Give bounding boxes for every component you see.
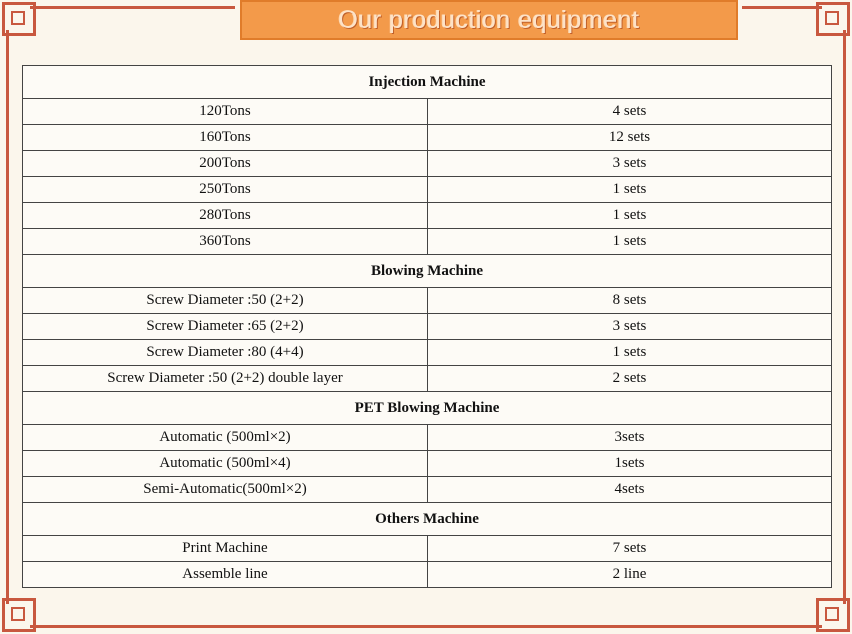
quantity-cell: 1 sets [428,177,832,203]
equipment-name-cell: Assemble line [23,562,428,588]
table-row [23,366,832,392]
section-title: Blowing Machine [23,255,832,288]
corner-ornament-top-left [2,2,36,36]
equipment-name-cell: 360Tons [23,229,428,255]
quantity-cell: 4 sets [428,99,832,125]
equipment-name-cell: Semi-Automatic(500ml×2) [23,477,428,503]
equipment-name-cell: 200Tons [23,151,428,177]
table-row [23,125,832,151]
equipment-name-cell: Print Machine [23,536,428,562]
table-row [23,477,832,503]
quantity-cell: 12 sets [428,125,832,151]
table-row [23,151,832,177]
quantity-cell: 1sets [428,451,832,477]
equipment-table [22,65,832,588]
table-row [23,562,832,588]
table-row [23,203,832,229]
quantity-cell: 1 sets [428,340,832,366]
quantity-cell: 1 sets [428,203,832,229]
equipment-name-cell: Screw Diameter :50 (2+2) double layer [23,366,428,392]
equipment-name-cell: Screw Diameter :65 (2+2) [23,314,428,340]
equipment-name-cell: 280Tons [23,203,428,229]
quantity-cell: 4sets [428,477,832,503]
equipment-name-cell: Screw Diameter :50 (2+2) [23,288,428,314]
equipment-name-cell: 250Tons [23,177,428,203]
corner-ornament-top-right [816,2,850,36]
table-row [23,314,832,340]
table-row [23,451,832,477]
equipment-name-cell: Automatic (500ml×4) [23,451,428,477]
section-header-row [23,392,832,425]
equipment-name-cell: Automatic (500ml×2) [23,425,428,451]
section-header-row [23,255,832,288]
frame-top-border-left [30,6,235,9]
quantity-cell: 2 sets [428,366,832,392]
page-title: Our production equipment [338,5,640,34]
frame-right-border [843,30,846,604]
frame-left-border [6,30,9,604]
table-row [23,340,832,366]
table-row [23,536,832,562]
table-row [23,229,832,255]
frame-bottom-border [30,625,822,628]
section-title: Others Machine [23,503,832,536]
quantity-cell: 3sets [428,425,832,451]
quantity-cell: 7 sets [428,536,832,562]
table-row [23,288,832,314]
section-header-row [23,503,832,536]
section-header-row [23,66,832,99]
equipment-name-cell: 160Tons [23,125,428,151]
quantity-cell: 3 sets [428,314,832,340]
corner-ornament-bottom-left [2,598,36,632]
equipment-name-cell: Screw Diameter :80 (4+4) [23,340,428,366]
title-banner [240,0,738,40]
section-title: Injection Machine [23,66,832,99]
quantity-cell: 1 sets [428,229,832,255]
quantity-cell: 2 line [428,562,832,588]
table-row [23,177,832,203]
equipment-name-cell: 120Tons [23,99,428,125]
quantity-cell: 8 sets [428,288,832,314]
table-row [23,99,832,125]
frame-top-border-right [742,6,822,9]
quantity-cell: 3 sets [428,151,832,177]
table-row [23,425,832,451]
corner-ornament-bottom-right [816,598,850,632]
section-title: PET Blowing Machine [23,392,832,425]
